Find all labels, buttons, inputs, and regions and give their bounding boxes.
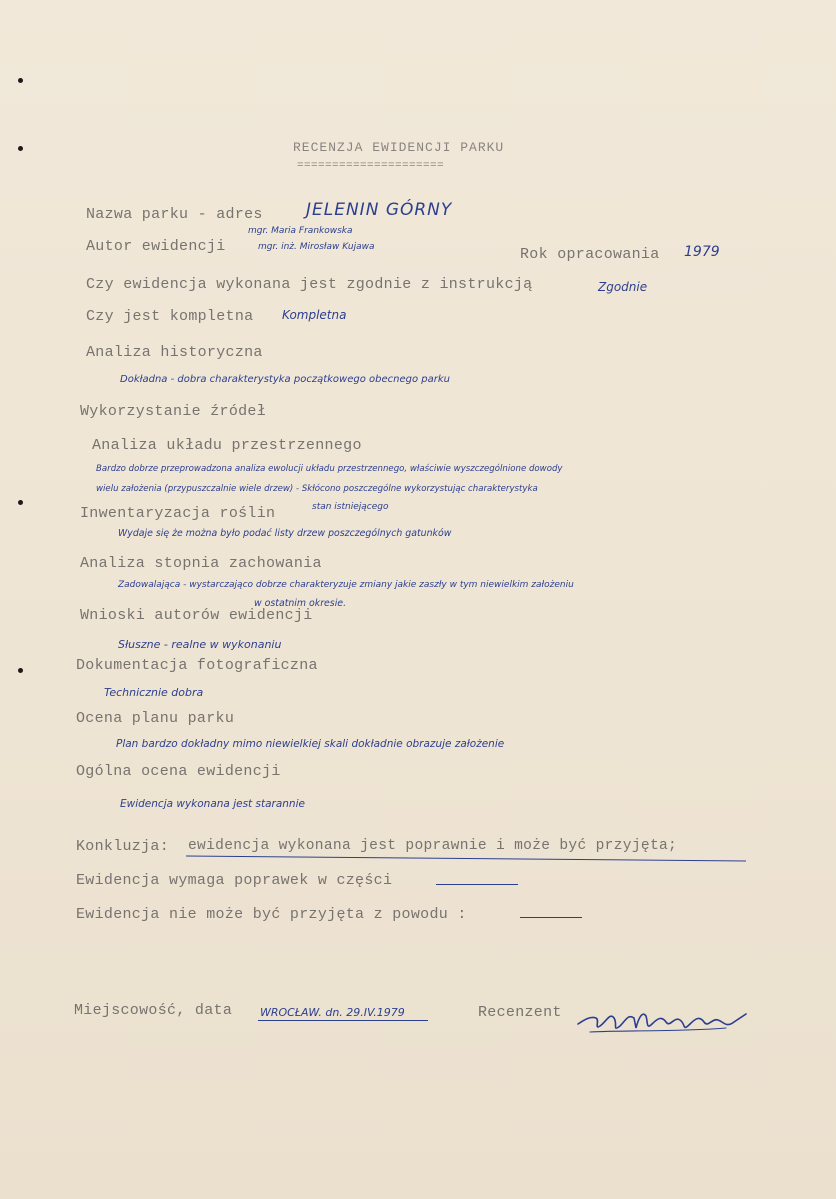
preservation-label: Analiza stopnia zachowania <box>80 555 322 572</box>
plants-note: stan istniejącego <box>312 502 389 512</box>
reviewer-signature <box>576 1002 752 1042</box>
preservation-value-2: w ostatnim okresie. <box>254 598 347 609</box>
conclusion-underline <box>186 856 746 862</box>
punch-mark <box>18 146 23 151</box>
place-date-underline <box>258 1020 428 1021</box>
conclusion-label: Konkluzja: <box>76 838 170 855</box>
photo-label: Dokumentacja fotograficzna <box>76 657 318 674</box>
photo-value: Technicznie dobra <box>104 686 204 699</box>
conclusions-value: Słuszne - realne w wykonaniu <box>118 638 282 651</box>
compliance-label: Czy ewidencja wykonana jest zgodnie z instrukcją <box>86 276 533 293</box>
complete-value: Kompletna <box>282 308 347 322</box>
punch-mark <box>18 500 23 505</box>
punch-mark <box>18 668 23 673</box>
author-value-1: mgr. Maria Frankowska <box>248 226 353 236</box>
history-value: Dokładna - dobra charakterystyka początkowego obecnego parku <box>120 374 450 385</box>
complete-label: Czy jest kompletna <box>86 308 254 325</box>
overall-value: Ewidencja wykonana jest starannie <box>120 798 305 810</box>
spatial-value-2: wielu założenia (przypuszczalnie wiele drzew) - Skłócono poszczególne wykorzystując charakterystyka <box>96 484 538 494</box>
conclusions-label: Wnioski autorów ewidencji <box>80 607 313 624</box>
place-date-value: WROCŁAW. dn. 29.IV.1979 <box>260 1006 405 1019</box>
author-label: Autor ewidencji <box>86 238 226 255</box>
sources-label: Wykorzystanie źródeł <box>80 403 267 420</box>
reviewer-label: Recenzent <box>478 1004 562 1021</box>
year-value: 1979 <box>684 244 720 260</box>
plants-value: Wydaje się że można było podać listy drzew poszczególnych gatunków <box>118 528 452 539</box>
spatial-label: Analiza układu przestrzennego <box>92 437 362 454</box>
place-date-label: Miejscowość, data <box>74 1002 233 1019</box>
history-label: Analiza historyczna <box>86 344 263 361</box>
preservation-value-1: Zadowalająca - wystarczająco dobrze charakteryzuje zmiany jakie zaszły w tym niewielkim założeniu <box>118 580 574 590</box>
author-value-2: mgr. inż. Mirosław Kujawa <box>258 242 375 252</box>
plants-label: Inwentaryzacja roślin <box>80 505 276 522</box>
document-title: RECENZJA EWIDENCJI PARKU <box>293 140 505 155</box>
conclusion-option-accepted: ewidencja wykonana jest poprawnie i może być przyjęta; <box>188 838 678 854</box>
rejected-blank-line <box>520 917 582 918</box>
overall-label: Ogólna ocena ewidencji <box>76 763 281 780</box>
title-underline: ===================== <box>297 160 445 172</box>
plan-value: Plan bardzo dokładny mimo niewielkiej skali dokładnie obrazuje założenie <box>116 738 505 750</box>
spatial-value-1: Bardzo dobrze przeprowadzona analiza ewolucji układu przestrzennego, właściwie wyszczególnione dowody <box>96 464 563 474</box>
plan-label: Ocena planu parku <box>76 710 235 727</box>
compliance-value: Zgodnie <box>598 280 648 294</box>
year-label: Rok opracowania <box>520 246 660 263</box>
corrections-blank-line <box>436 884 518 885</box>
conclusion-option-rejected: Ewidencja nie może być przyjęta z powodu : <box>76 906 467 923</box>
park-name-label: Nazwa parku - adres <box>86 206 263 223</box>
park-name-value: JELENIN GÓRNY <box>306 200 453 220</box>
punch-mark <box>18 78 23 83</box>
conclusion-option-corrections: Ewidencja wymaga poprawek w części <box>76 872 393 889</box>
